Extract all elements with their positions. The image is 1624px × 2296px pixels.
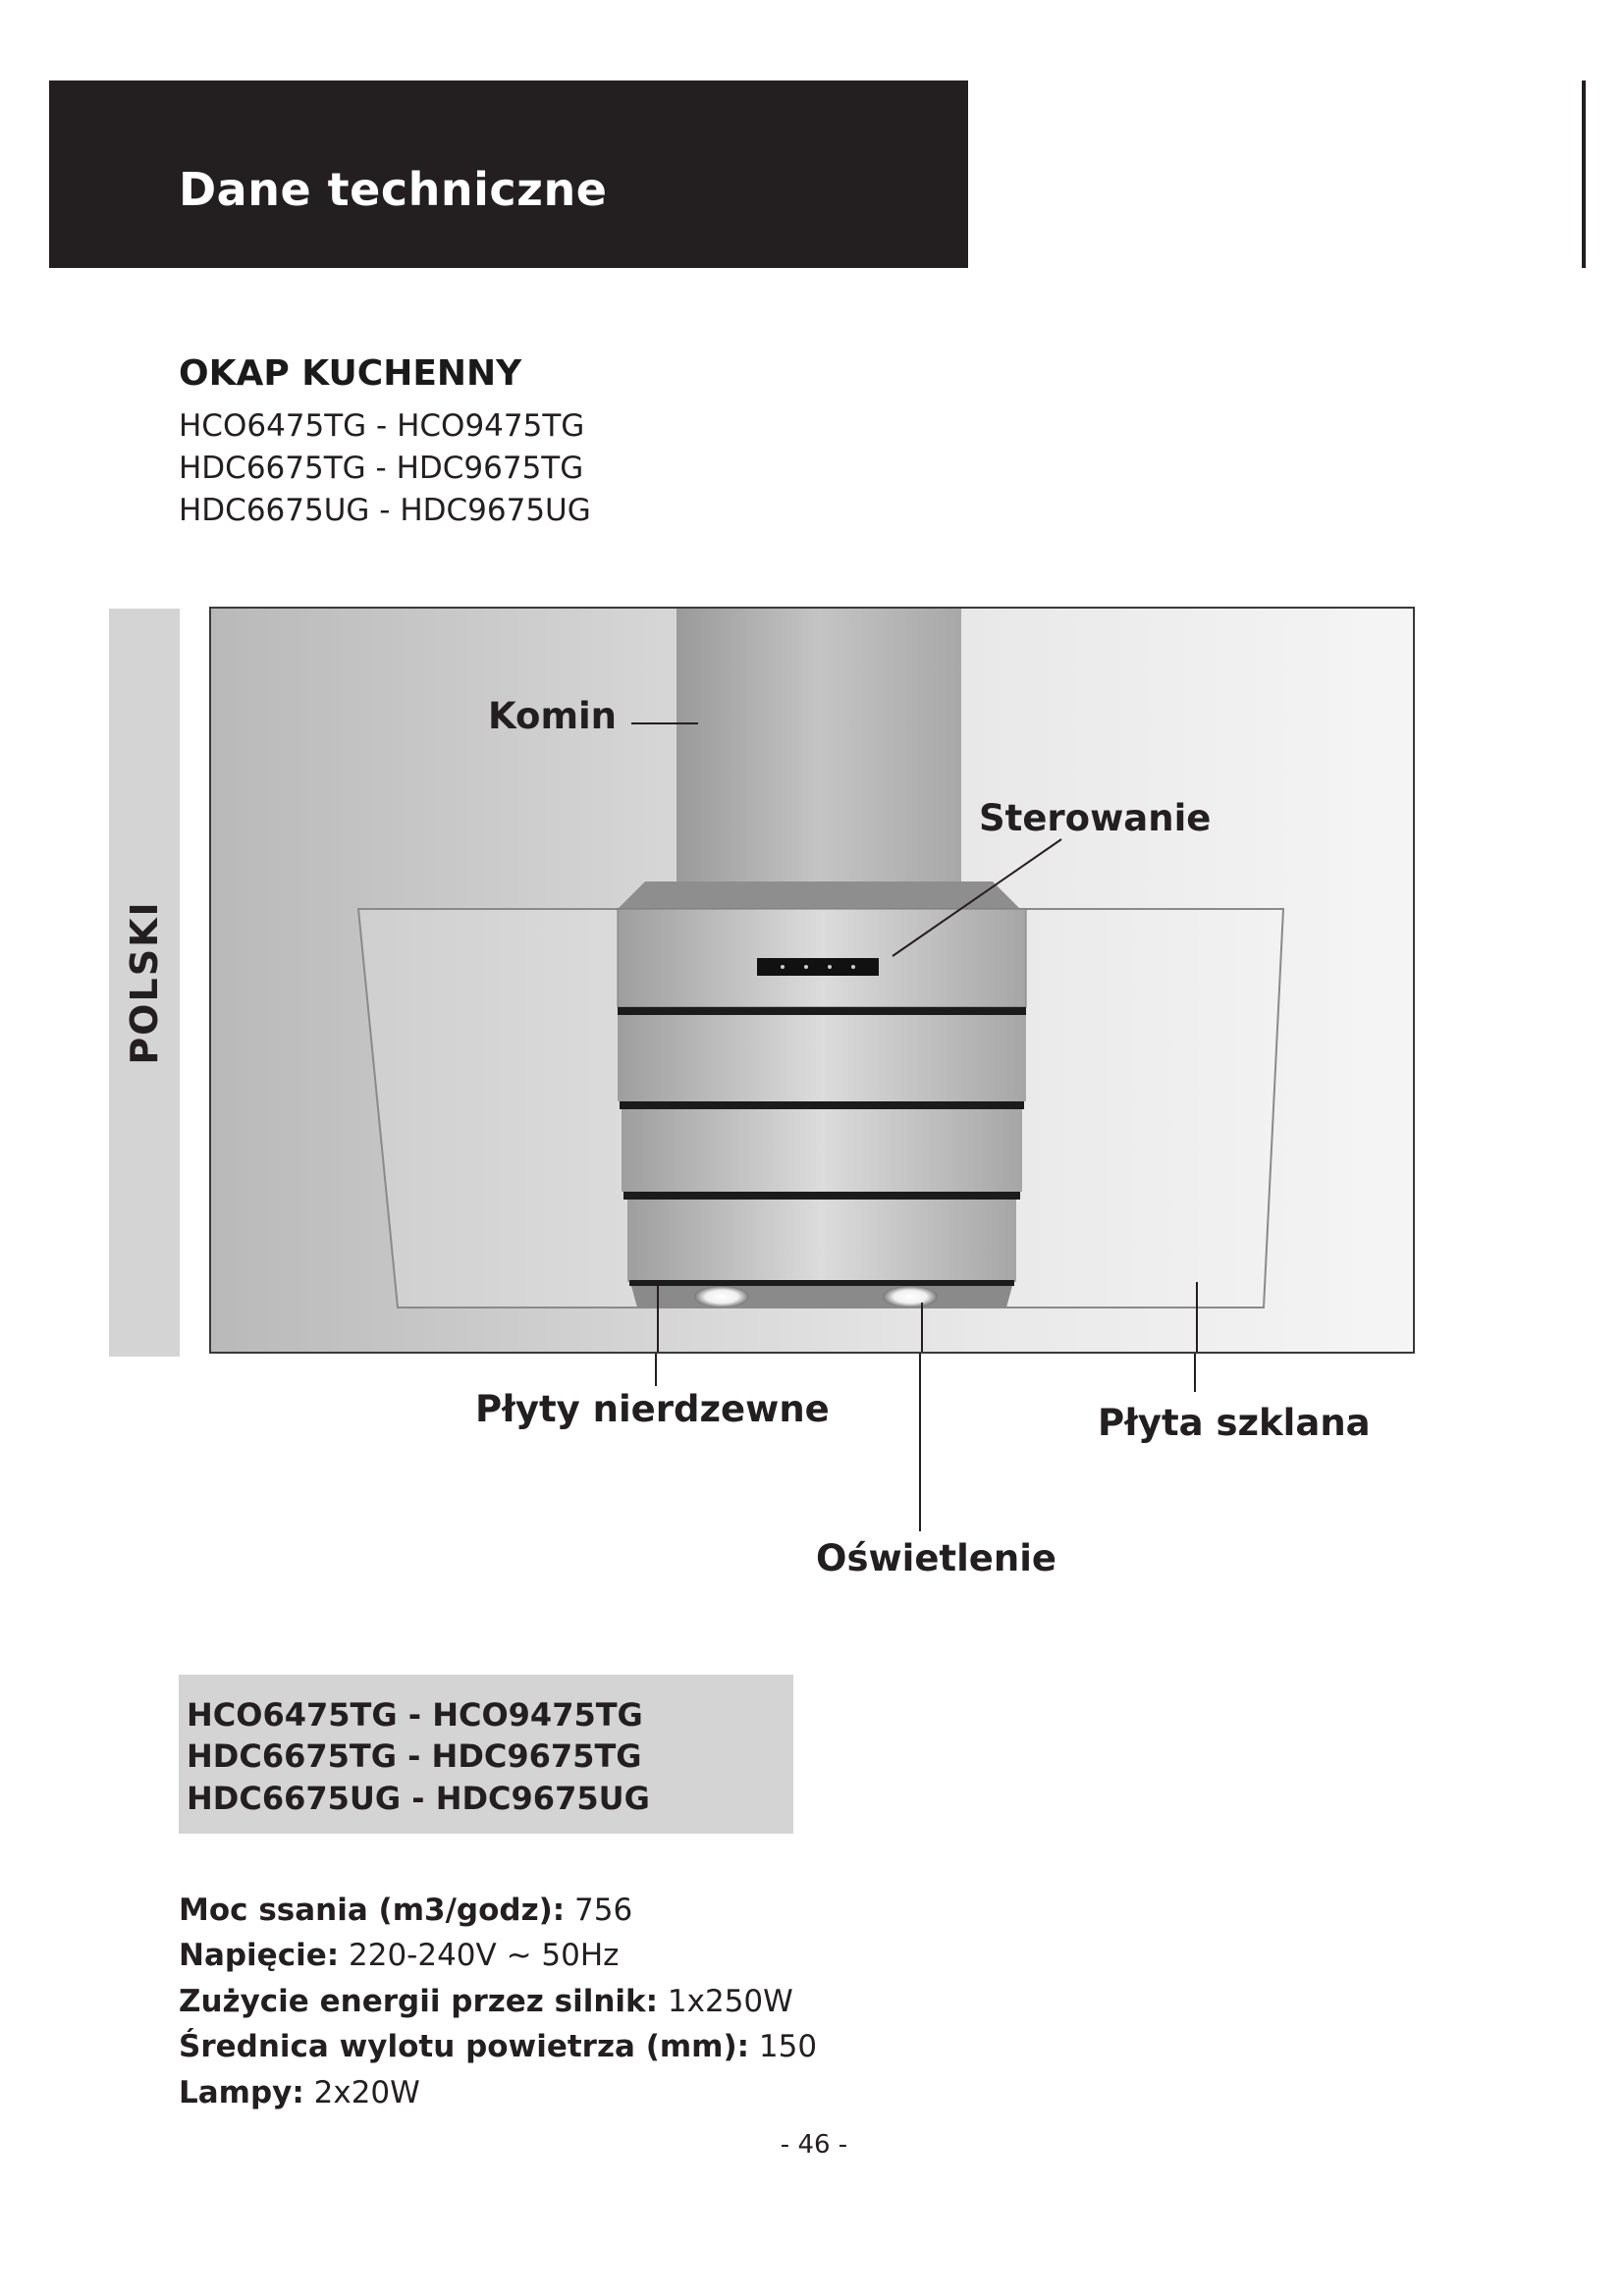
model-line-2: HDC6675TG - HDC9675TG (179, 451, 584, 486)
spec-outlet-diameter (179, 2029, 817, 2064)
label-plyty-nierdzewne: Płyty nierdzewne (475, 1388, 830, 1430)
spec-motor-power (179, 1984, 793, 2019)
spec-value: 1x250W (658, 1984, 793, 2019)
spec-model-line-3: HDC6675UG - HDC9675UG (187, 1780, 650, 1817)
spec-label: Napięcie: (179, 1938, 340, 1973)
spec-lamps (179, 2075, 420, 2110)
spec-value: 220-240V ~ 50Hz (339, 1938, 620, 1973)
spec-label: Lampy: (179, 2075, 304, 2110)
label-komin: Komin (488, 695, 618, 737)
model-line-1: HCO6475TG - HCO9475TG (179, 408, 585, 444)
label-plyta-szklana: Płyta szklana (1098, 1402, 1371, 1444)
model-line-3: HDC6675UG - HDC9675UG (179, 493, 591, 528)
spec-label: Zużycie energii przez silnik: (179, 1984, 659, 2019)
spec-label: Moc ssania (m3/godz): (179, 1893, 566, 1928)
spec-value: 756 (565, 1893, 633, 1928)
label-oswietlenie: Oświetlenie (816, 1537, 1057, 1579)
product-title: OKAP KUCHENNY (179, 353, 522, 394)
language-label: POLSKI (123, 900, 166, 1065)
spec-suction-power (179, 1893, 632, 1928)
spec-model-line-1: HCO6475TG - HCO9475TG (187, 1696, 643, 1734)
spec-label: Średnica wylotu powietrza (mm): (179, 2029, 750, 2064)
label-sterowanie: Sterowanie (979, 797, 1212, 839)
spec-value: 150 (749, 2029, 818, 2064)
spec-voltage (179, 1938, 619, 1973)
page-title: Dane techniczne (179, 163, 608, 216)
spec-value: 2x20W (303, 2075, 420, 2110)
page-number: - 46 - (780, 2130, 848, 2160)
spec-model-line-2: HDC6675TG - HDC9675TG (187, 1737, 642, 1775)
